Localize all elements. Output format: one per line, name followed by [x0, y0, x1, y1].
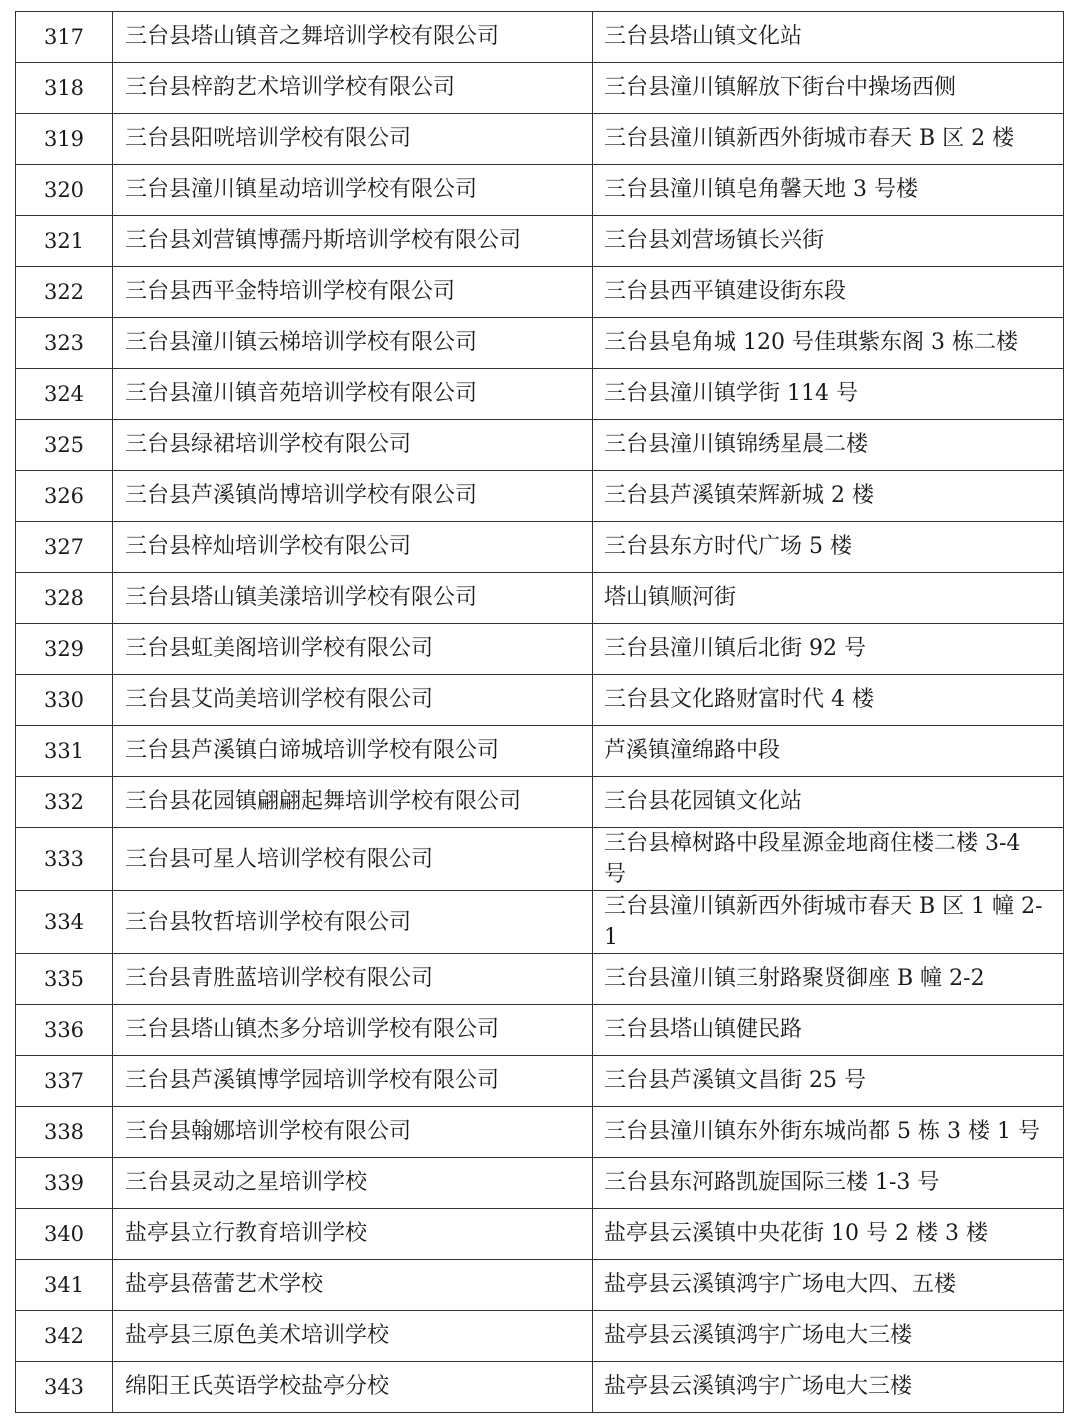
table-row: [16, 420, 1064, 471]
row-number: 323: [16, 318, 113, 369]
school-address: 三台县潼川镇后北街 92 号: [593, 624, 1064, 675]
school-name: 三台县虹美阁培训学校有限公司: [113, 624, 593, 675]
table-row: [16, 267, 1064, 318]
row-number: 326: [16, 471, 113, 522]
table-row: [16, 1209, 1064, 1260]
school-address: 三台县文化路财富时代 4 楼: [593, 675, 1064, 726]
school-table-body: [16, 12, 1064, 1413]
school-name: 绵阳王氏英语学校盐亭分校: [113, 1362, 593, 1413]
table-row: [16, 216, 1064, 267]
school-address: 三台县东河路凯旋国际三楼 1-3 号: [593, 1158, 1064, 1209]
school-address: 三台县芦溪镇文昌街 25 号: [593, 1056, 1064, 1107]
school-address: 三台县塔山镇健民路: [593, 1005, 1064, 1056]
table-row: [16, 471, 1064, 522]
row-number: 333: [16, 828, 113, 891]
row-number: 342: [16, 1311, 113, 1362]
school-address: 三台县东方时代广场 5 楼: [593, 522, 1064, 573]
table-row: [16, 369, 1064, 420]
school-name: 三台县可星人培训学校有限公司: [113, 828, 593, 891]
school-name: 盐亭县立行教育培训学校: [113, 1209, 593, 1260]
school-address: 三台县西平镇建设街东段: [593, 267, 1064, 318]
school-table: [15, 11, 1064, 1413]
table-row: [16, 891, 1064, 954]
row-number: 330: [16, 675, 113, 726]
table-row: [16, 1158, 1064, 1209]
school-address: 盐亭县云溪镇鸿宇广场电大三楼: [593, 1311, 1064, 1362]
row-number: 331: [16, 726, 113, 777]
row-number: 324: [16, 369, 113, 420]
school-name: 三台县梓灿培训学校有限公司: [113, 522, 593, 573]
row-number: 317: [16, 12, 113, 63]
table-row: [16, 954, 1064, 1005]
table-row: [16, 63, 1064, 114]
row-number: 332: [16, 777, 113, 828]
school-address: 盐亭县云溪镇中央花街 10 号 2 楼 3 楼: [593, 1209, 1064, 1260]
school-address: 盐亭县云溪镇鸿宇广场电大四、五楼: [593, 1260, 1064, 1311]
school-address: 三台县潼川镇新西外街城市春天 B 区 2 楼: [593, 114, 1064, 165]
table-row: [16, 12, 1064, 63]
row-number: 319: [16, 114, 113, 165]
school-name: 三台县阳咣培训学校有限公司: [113, 114, 593, 165]
table-row: [16, 1362, 1064, 1413]
school-name: 三台县芦溪镇尚博培训学校有限公司: [113, 471, 593, 522]
school-name: 盐亭县三原色美术培训学校: [113, 1311, 593, 1362]
row-number: 339: [16, 1158, 113, 1209]
row-number: 325: [16, 420, 113, 471]
row-number: 322: [16, 267, 113, 318]
table-row: [16, 1056, 1064, 1107]
school-name: 三台县艾尚美培训学校有限公司: [113, 675, 593, 726]
school-address: 三台县塔山镇文化站: [593, 12, 1064, 63]
table-row: [16, 1260, 1064, 1311]
school-address: 三台县刘营场镇长兴街: [593, 216, 1064, 267]
school-name: 三台县潼川镇音苑培训学校有限公司: [113, 369, 593, 420]
table-row: [16, 1107, 1064, 1158]
school-name: 三台县芦溪镇博学园培训学校有限公司: [113, 1056, 593, 1107]
school-address: 盐亭县云溪镇鸿宇广场电大三楼: [593, 1362, 1064, 1413]
school-address: 三台县皂角城 120 号佳琪紫东阁 3 栋二楼: [593, 318, 1064, 369]
table-row: [16, 624, 1064, 675]
school-name: 盐亭县蓓蕾艺术学校: [113, 1260, 593, 1311]
school-address: 塔山镇顺河街: [593, 573, 1064, 624]
table-row: [16, 573, 1064, 624]
table-row: [16, 114, 1064, 165]
school-address: 三台县潼川镇三射路聚贤御座 B 幢 2-2: [593, 954, 1064, 1005]
table-row: [16, 1311, 1064, 1362]
school-name: 三台县翰娜培训学校有限公司: [113, 1107, 593, 1158]
school-address: 三台县花园镇文化站: [593, 777, 1064, 828]
school-address: 三台县潼川镇皂角馨天地 3 号楼: [593, 165, 1064, 216]
school-name: 三台县潼川镇云梯培训学校有限公司: [113, 318, 593, 369]
row-number: 335: [16, 954, 113, 1005]
school-address: 三台县潼川镇新西外街城市春天 B 区 1 幢 2-1: [593, 891, 1064, 954]
table-row: [16, 522, 1064, 573]
table-row: [16, 726, 1064, 777]
school-address: 三台县芦溪镇荣辉新城 2 楼: [593, 471, 1064, 522]
row-number: 327: [16, 522, 113, 573]
school-name: 三台县西平金特培训学校有限公司: [113, 267, 593, 318]
school-address: 三台县潼川镇学街 114 号: [593, 369, 1064, 420]
row-number: 318: [16, 63, 113, 114]
school-name: 三台县芦溪镇白谛城培训学校有限公司: [113, 726, 593, 777]
table-row: [16, 318, 1064, 369]
table-row: [16, 777, 1064, 828]
table-row: [16, 828, 1064, 891]
row-number: 337: [16, 1056, 113, 1107]
school-name: 三台县牧哲培训学校有限公司: [113, 891, 593, 954]
row-number: 338: [16, 1107, 113, 1158]
school-name: 三台县青胜蓝培训学校有限公司: [113, 954, 593, 1005]
row-number: 328: [16, 573, 113, 624]
school-name: 三台县花园镇翩翩起舞培训学校有限公司: [113, 777, 593, 828]
table-row: [16, 1005, 1064, 1056]
row-number: 340: [16, 1209, 113, 1260]
school-address: 三台县樟树路中段星源金地商住楼二楼 3-4 号: [593, 828, 1064, 891]
table-row: [16, 675, 1064, 726]
school-name: 三台县塔山镇音之舞培训学校有限公司: [113, 12, 593, 63]
row-number: 343: [16, 1362, 113, 1413]
school-name: 三台县灵动之星培训学校: [113, 1158, 593, 1209]
school-name: 三台县塔山镇美漾培训学校有限公司: [113, 573, 593, 624]
row-number: 321: [16, 216, 113, 267]
school-address: 三台县潼川镇解放下街台中操场西侧: [593, 63, 1064, 114]
table-row: [16, 165, 1064, 216]
school-address: 三台县潼川镇东外街东城尚都 5 栋 3 楼 1 号: [593, 1107, 1064, 1158]
school-list-sheet: [15, 11, 1063, 1413]
school-address: 芦溪镇潼绵路中段: [593, 726, 1064, 777]
school-name: 三台县绿裙培训学校有限公司: [113, 420, 593, 471]
row-number: 334: [16, 891, 113, 954]
row-number: 320: [16, 165, 113, 216]
row-number: 336: [16, 1005, 113, 1056]
school-name: 三台县塔山镇杰多分培训学校有限公司: [113, 1005, 593, 1056]
school-address: 三台县潼川镇锦绣星晨二楼: [593, 420, 1064, 471]
row-number: 329: [16, 624, 113, 675]
school-name: 三台县梓韵艺术培训学校有限公司: [113, 63, 593, 114]
row-number: 341: [16, 1260, 113, 1311]
school-name: 三台县刘营镇博孺丹斯培训学校有限公司: [113, 216, 593, 267]
school-name: 三台县潼川镇星动培训学校有限公司: [113, 165, 593, 216]
